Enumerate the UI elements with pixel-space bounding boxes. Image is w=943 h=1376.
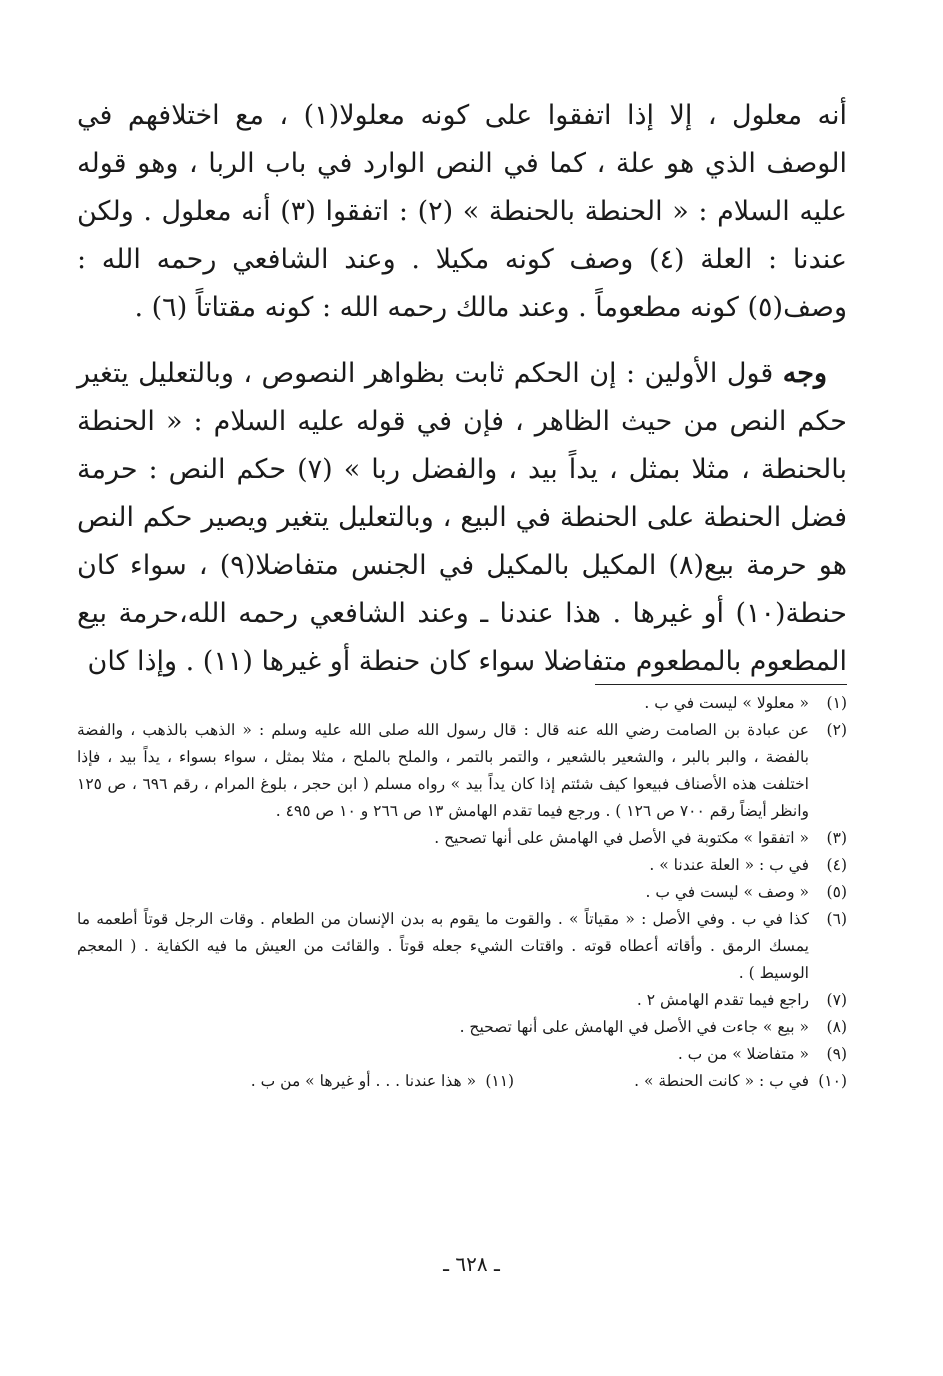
footnote-text: « متفاضلا » من ب . (677, 1045, 809, 1063)
footnote-number: (٤) (826, 856, 847, 874)
footnote-number: (١٠) (818, 1072, 847, 1090)
footnote-number: (٩) (826, 1045, 847, 1063)
footnote-1 (77, 690, 847, 717)
footnote-text: « وصف » ليست في ب . (645, 883, 809, 901)
footnote-number: (١) (826, 694, 847, 712)
footnotes (77, 690, 847, 1095)
footnote-4 (77, 852, 847, 879)
footnote-number: (١١) (485, 1072, 515, 1090)
footnote-text: « بيع » جاءت في الأصل في الهامش على أنها تصحيح . (459, 1018, 809, 1036)
footnote-10-11 (77, 1068, 847, 1095)
footnote-text: « معلولا » ليست في ب . (644, 694, 809, 712)
footnote-2 (77, 717, 847, 825)
paragraph-2 (77, 350, 847, 686)
footnote-11 (251, 1068, 514, 1095)
footnote-divider (595, 684, 847, 685)
footnote-text: في ب : « كانت الحنطة » . (634, 1072, 809, 1090)
footnote-text: « هذا عندنا . . . أو غيرها » من ب . (250, 1072, 477, 1090)
footnote-text: « اتفقوا » مكتوبة في الأصل في الهامش على أنها تصحيح . (434, 829, 809, 847)
footnote-3 (77, 825, 847, 852)
footnote-number: (٣) (826, 829, 847, 847)
footnote-number: (٥) (826, 883, 847, 901)
footnote-9 (77, 1041, 847, 1068)
footnote-6 (77, 906, 847, 987)
footnote-number: (٦) (826, 910, 847, 928)
footnote-number: (٢) (826, 721, 847, 739)
footnote-7 (77, 987, 847, 1014)
page-number: ـ ٦٢٨ ـ (443, 1252, 500, 1276)
footnote-text: في ب : « العلة عندنا » . (649, 856, 809, 874)
footnote-number: (٨) (826, 1018, 847, 1036)
paragraph-2-text: قول الأولين : إن الحكم ثابت بظواهر النصوص ، وبالتعليل يتغير حكم النص من حيث الظاهر ، فإن في قوله عليه السلام : « الحنطة بالحنطة ، مثلا بمثل ، يداً بيد ، والفضل ربا » (٧) حكم النص : حرمة فضل الحنطة على الحنطة في البيع ، وبالتعليل يتغير ويصير حكم النص هو حرمة بيع(٨) المكيل بالمكيل في الجنس متفاضلا(٩) ، سواء كان حنطة(١٠) أو غيرها . هذا عندنا ـ وعند الشافعي رحمه الله،حرمة بيع المطعوم بالمطعوم متفاضلا سواء كان حنطة أو غيرها (١١) . وإذا كان (77, 358, 847, 677)
footnote-text: كذا في ب . وفي الأصل : « مقياتاً » . والقوت ما يقوم به بدن الإنسان من الطعام . وقات الرجل قوتاً أطعمه ما يمسك الرمق . وأقاته أعطاه قوته . واقتات الشيء جعله قوتاً . والقائت من العيش ما فيه الكفاية . ( المعجم الوسيط ) . (77, 910, 809, 982)
footnote-5 (77, 879, 847, 906)
main-text (77, 92, 847, 686)
footnote-number: (٧) (826, 991, 847, 1009)
footnote-text: عن عبادة بن الصامت رضي الله عنه قال : قال رسول الله صلى الله عليه وسلم : « الذهب بالذهب ، والفضة بالفضة ، والبر بالبر ، والشعير بالشعير ، والتمر بالتمر ، والملح بالملح ، مثلا بمثل ، سواء بسواء ، يداً بيد ، فإذا اختلفت هذه الأصناف فبيعوا كيف شئتم إذا كان يداً بيد » رواه مسلم ( ابن حجر ، بلوغ المرام ، رقم ٦٩٦ ، ص ١٢٥ وانظر أيضاً رقم ٧٠٠ ص ١٢٦ ) . ورجع فيما تقدم الهامش ١٣ ص ٢٦٦ و ١٠ ص ٤٩٥ . (77, 721, 809, 820)
paragraph-2-lead: وجه (782, 358, 827, 389)
footnote-10 (634, 1068, 847, 1095)
footnote-8 (77, 1014, 847, 1041)
footnote-text: راجع فيما تقدم الهامش ٢ . (636, 991, 809, 1009)
paragraph-1: أنه معلول ، إلا إذا اتفقوا على كونه معلولا(١) ، مع اختلافهم في الوصف الذي هو علة ، كما في النص الوارد في باب الربا ، وهو قوله عليه السلام : « الحنطة بالحنطة » (٢) : اتفقوا (٣) أنه معلول . ولكن عندنا : العلة (٤) وصف كونه مكيلا . وعند الشافعي رحمه الله : وصف(٥) كونه مطعوماً . وعند مالك رحمه الله : كونه مقتاتاً (٦) . (77, 100, 848, 323)
